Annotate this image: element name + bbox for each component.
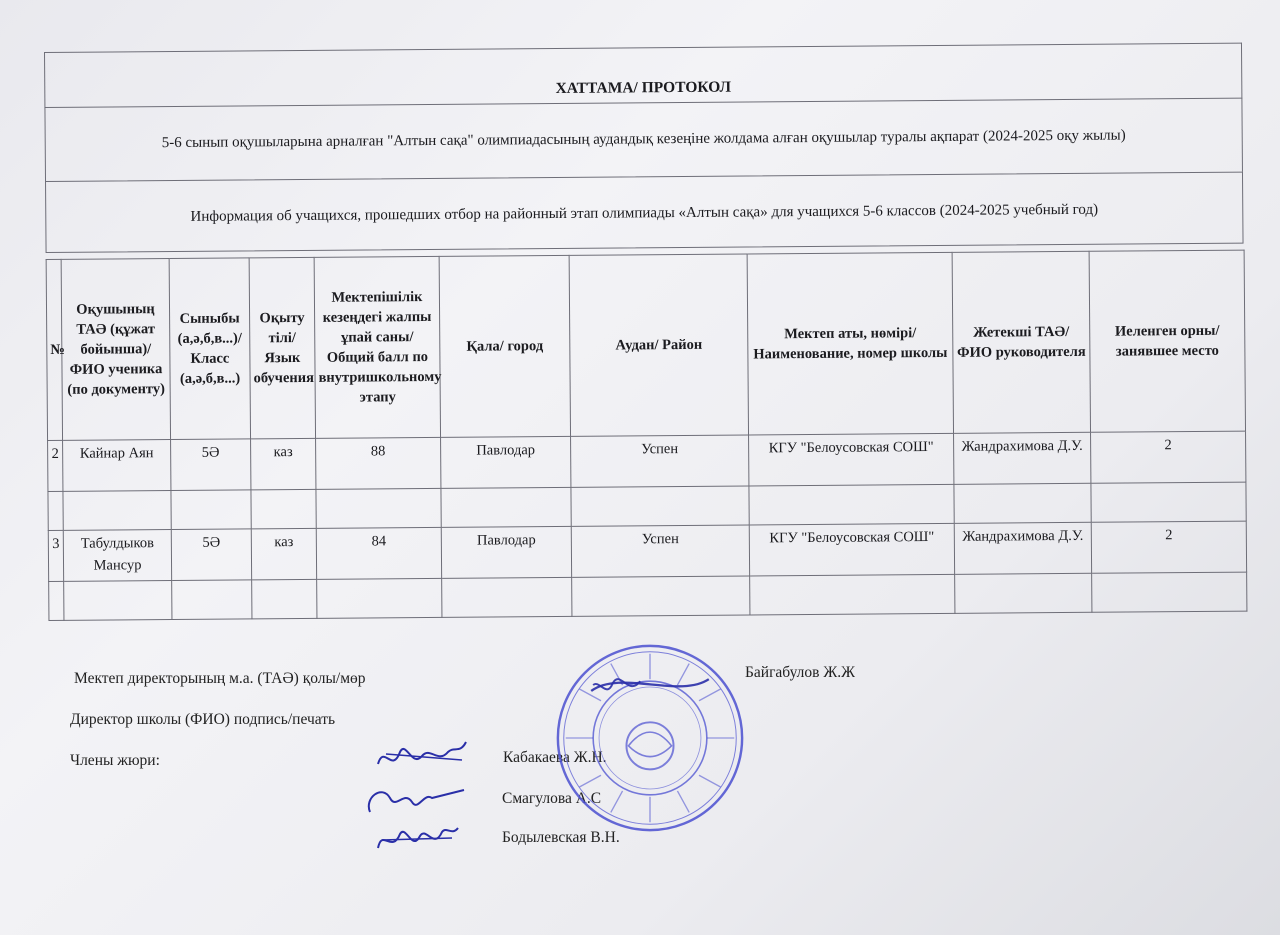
cell-leader: Жандрахимова Д.У. [954, 432, 1091, 484]
col-leader: Жетекші ТАӘ/ ФИО руководителя [952, 251, 1090, 433]
col-school: Мектеп аты, нөмірі/Наименование, номер школы [747, 252, 953, 435]
cell-score: 84 [316, 527, 441, 579]
cell-name: Табулдыков Мансур [63, 530, 171, 582]
cell-name: Кайнар Аян [63, 440, 171, 492]
jury-label: Члены жюри: [70, 752, 160, 769]
director-label-kz: Мектеп директорының м.а. (ТАӘ) қолы/мөр [74, 670, 366, 687]
jury-member-2: Смагулова А.С [502, 790, 602, 807]
protocol-title: ХАТТАМА/ ПРОТОКОЛ [44, 43, 1242, 107]
col-place: Иеленген орны/ занявшее место [1089, 250, 1245, 432]
cell-language: каз [251, 528, 316, 580]
cell-number: 2 [48, 440, 63, 491]
col-city: Қала/ город [439, 255, 570, 437]
jury-member-3: Бодылевская В.Н. [502, 829, 620, 846]
cell-city: Павлодар [441, 526, 571, 578]
cell-place: 2 [1091, 521, 1246, 573]
cell-class: 5Ә [171, 439, 251, 491]
cell-school: КГУ "Белоусовская СОШ" [749, 433, 954, 486]
col-class: Сыныбы (а,ә,б,в...)/Класс (а,ә,б,в...) [169, 258, 250, 440]
cell-city: Павлодар [441, 436, 571, 488]
director-label-ru: Директор школы (ФИО) подпись/печать [70, 711, 336, 728]
table-row [48, 431, 1246, 491]
students-table [46, 250, 1248, 621]
cell-number: 3 [48, 530, 63, 581]
director-name: Байгабулов Ж.Ж [745, 664, 856, 681]
cell-leader: Жандрахимова Д.У. [954, 522, 1091, 574]
col-language: Оқыту тілі/Язык обучения [249, 257, 315, 439]
col-score: Мектепішілік кезеңдегі жалпы ұпай саны/Общий балл по внутришкольному этапу [314, 256, 440, 438]
col-student-name: Оқушының ТАӘ (құжат бойынша)/ ФИО ученика (по документу) [61, 259, 170, 441]
cell-school: КГУ "Белоусовская СОШ" [749, 523, 954, 576]
cell-district: Успен [571, 435, 749, 487]
cell-place: 2 [1091, 431, 1246, 483]
col-district: Аудан/ Район [569, 254, 748, 436]
table-header-row [46, 250, 1245, 440]
subtitle-kazakh: 5-6 сынып оқушыларына арналған "Алтын сақа" олимпиадасының аудандық кезеңіне жолдама алған оқушылар туралы ақпарат (2024-2025 оқу жылы) [44, 98, 1243, 181]
col-number: № [46, 259, 62, 440]
protocol-document [44, 43, 1246, 621]
cell-language: каз [251, 438, 316, 490]
subtitle-russian: Информация об учащихся, прошедших отбор на районный этап олимпиады «Алтын сақа» для учащихся 5-6 классов (2024-2025 учебный год) [45, 172, 1244, 253]
cell-class: 5Ә [171, 529, 251, 581]
jury-member-1: Кабакаева Ж.Н. [503, 749, 607, 766]
table-row [48, 521, 1246, 581]
cell-score: 88 [316, 437, 441, 489]
cell-district: Успен [571, 525, 749, 577]
